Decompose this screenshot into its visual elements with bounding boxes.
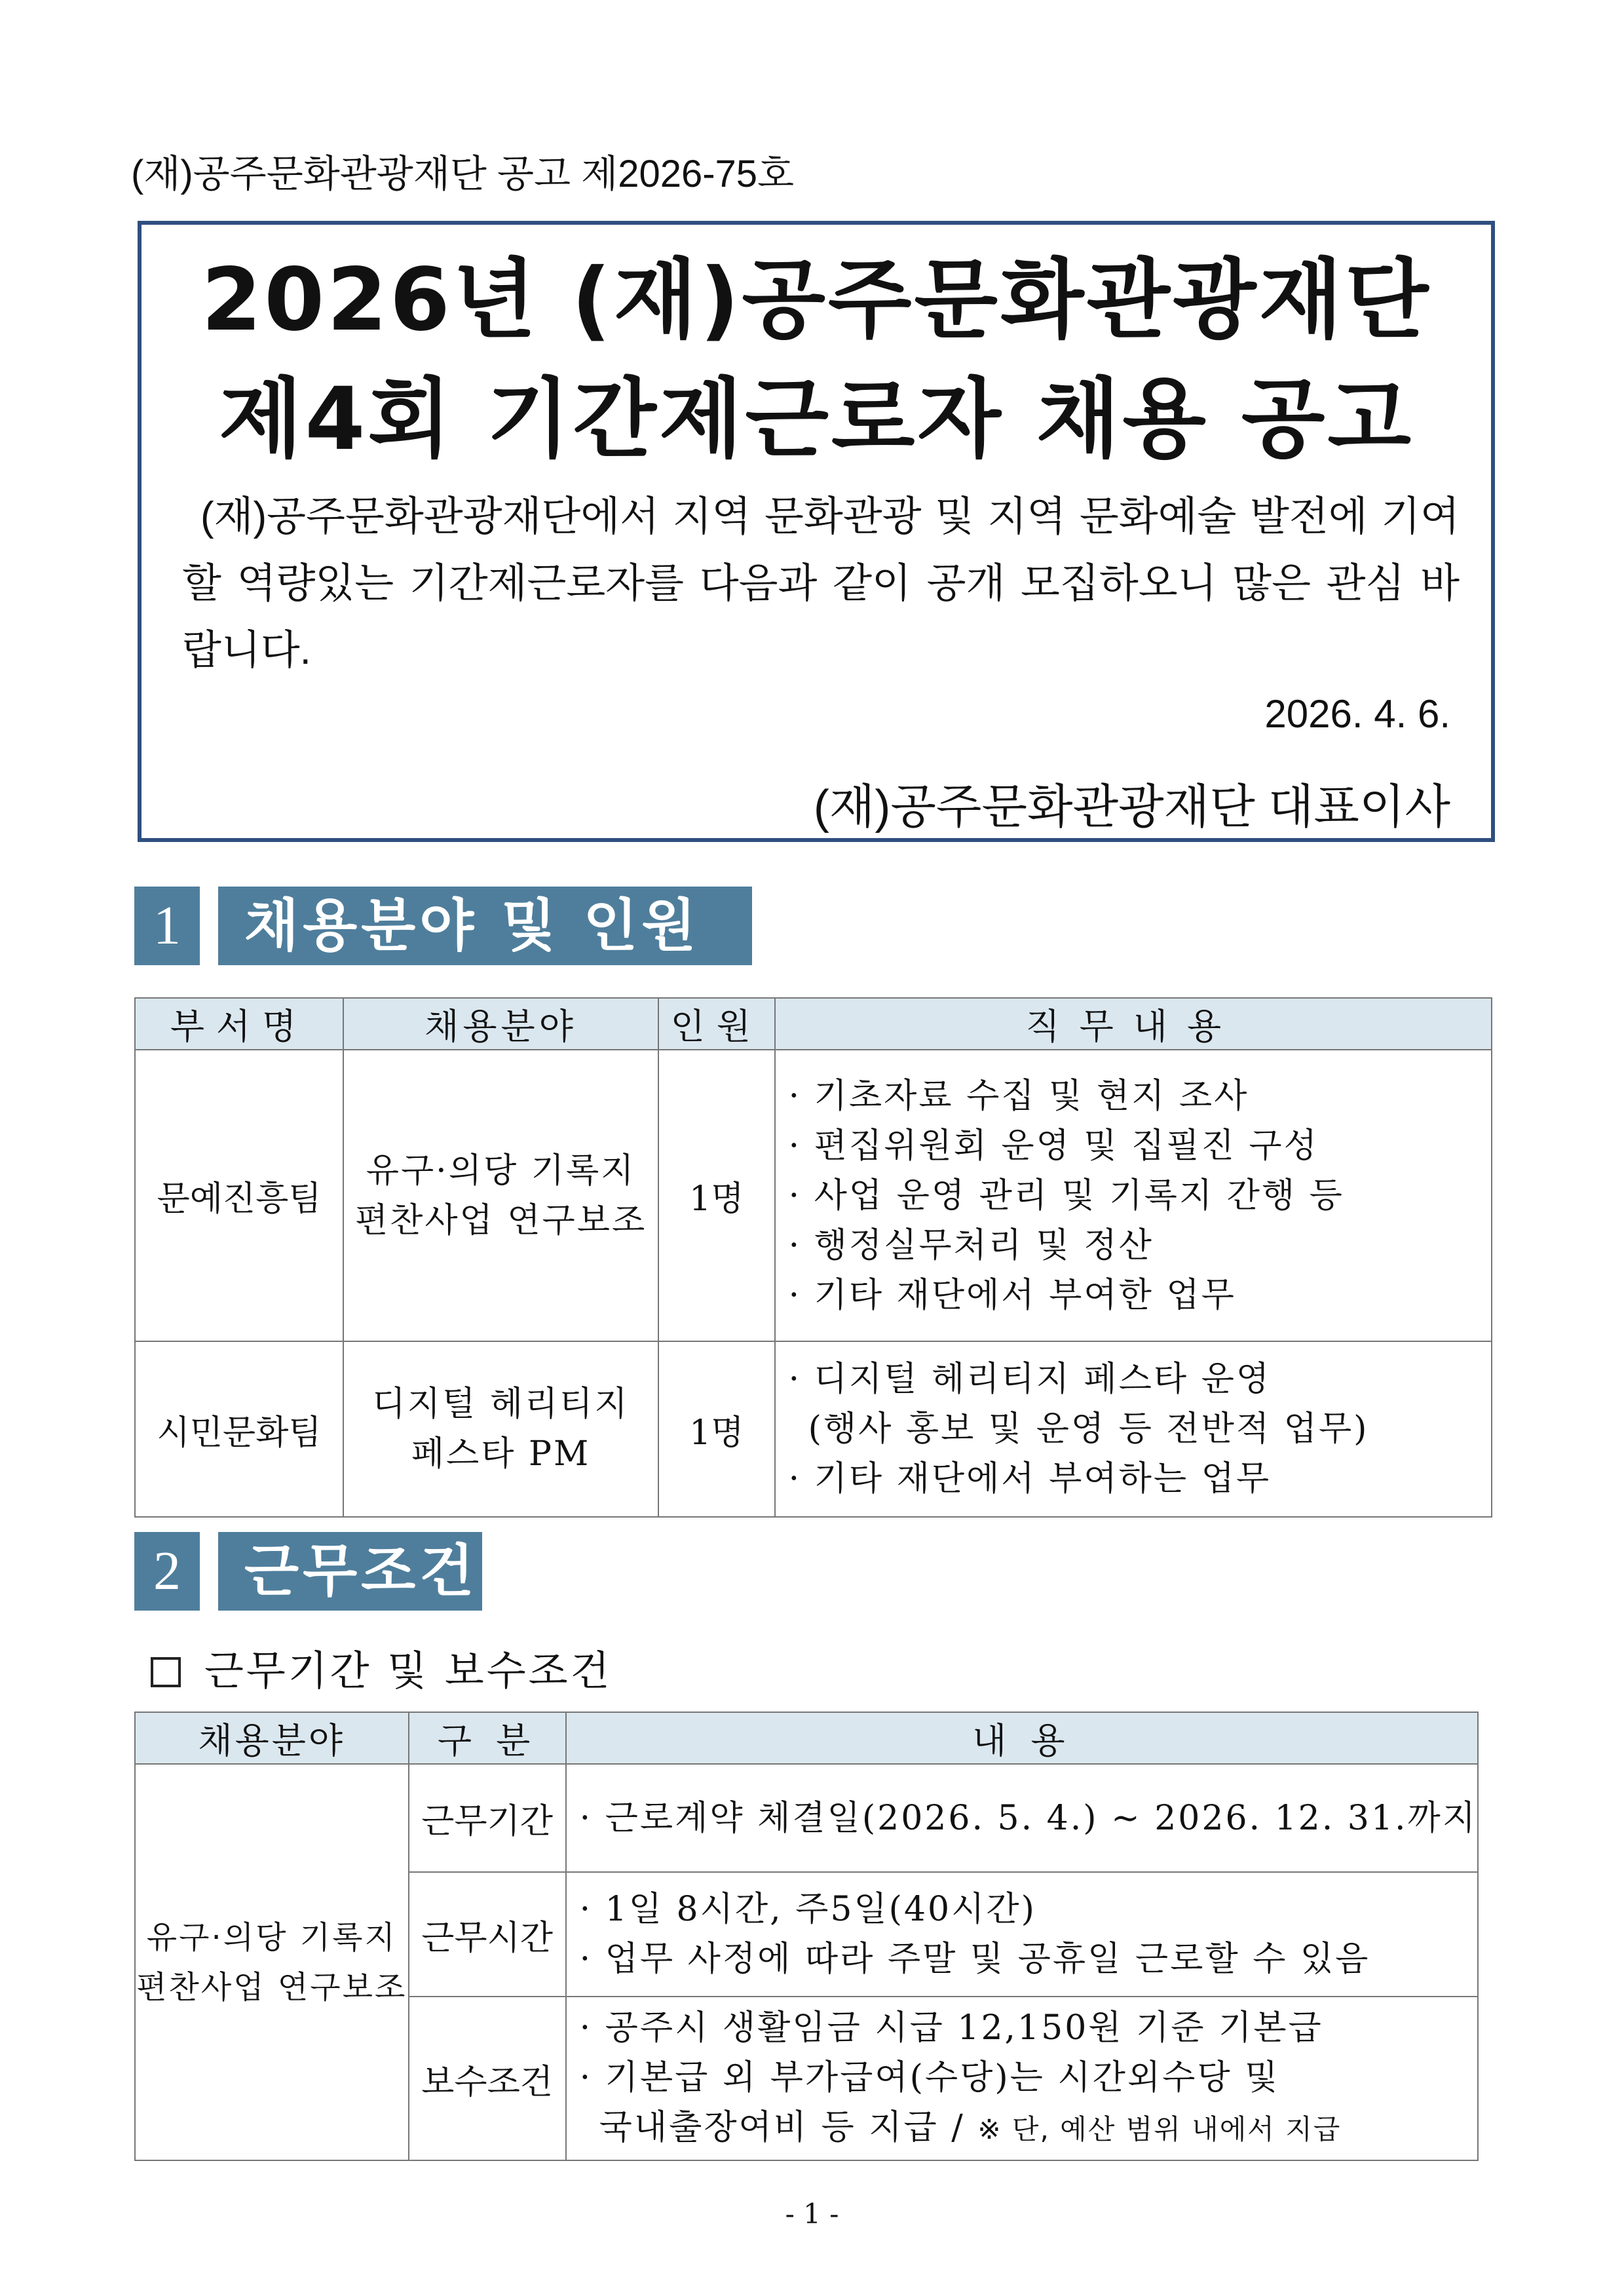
content-cell: [566, 1997, 1478, 2160]
header-content: 내 용: [566, 1712, 1478, 1764]
duty-item: · 기초자료 수집 및 현지 조사: [788, 1076, 1249, 1116]
content-cell: [566, 1764, 1478, 1872]
section2-number: 2: [134, 1532, 200, 1611]
field-line2: 편찬사업 연구보조: [354, 1200, 647, 1240]
section2-title: 근무조건: [218, 1532, 482, 1611]
content-line-text: 국내출장여비 등 지급 /: [599, 2107, 965, 2147]
table-header-row: [135, 1712, 1478, 1764]
department-cell: 문예진흥팀: [135, 1050, 343, 1341]
field-line1: 유구·의당 기록지: [146, 1919, 397, 1956]
category-cell: 근무기간: [409, 1764, 566, 1872]
main-title-line1: 2026년 (재)공주문화관광재단: [201, 250, 1431, 351]
count-cell: 1명: [658, 1050, 775, 1341]
content-line: · 근로계약 체결일(2026. 5. 4.) ~ 2026. 12. 31.까지: [579, 1798, 1477, 1838]
header-department: 부서명: [135, 998, 343, 1050]
intro-text: (재)공주문화관광재단에서 지역 문화관광 및 지역 문화예술 발전에 기여할 역량있는 기간제근로자를 다음과 같이 공개 모집하오니 많은 관심 바랍니다.: [182, 494, 1460, 673]
duty-item: · 기타 재단에서 부여하는 업무: [788, 1459, 1272, 1499]
table-row: [135, 1764, 1478, 1872]
field-line1: 디지털 헤리티지: [372, 1385, 630, 1424]
content-line: · 기본급 외 부가급여(수당)는 시간외수당 및: [579, 2057, 1280, 2097]
content-line: · 업무 사정에 따라 주말 및 공휴일 근로할 수 있음: [579, 1940, 1370, 1979]
notice-signer: (재)공주문화관광재단 대표이사: [813, 781, 1450, 833]
section1-title: 채용분야 및 인원: [218, 887, 752, 965]
duties-cell: [775, 1050, 1492, 1341]
duty-item: · 디지털 헤리티지 페스타 운영: [788, 1360, 1272, 1399]
recruitment-table: [134, 997, 1492, 1518]
field-line1: 유구·의당 기록지: [366, 1151, 636, 1191]
content-line: · 공주시 생활임금 시급 12,150원 기준 기본급: [579, 2008, 1323, 2048]
notice-number: (재)공주문화관광재단 공고 제2026-75호: [131, 153, 795, 195]
work-conditions-table: [134, 1712, 1479, 2161]
field-cell: [343, 1341, 658, 1517]
duty-item: · 기타 재단에서 부여한 업무: [788, 1275, 1236, 1315]
header-field: 채용분야: [135, 1712, 409, 1764]
field-cell: [343, 1050, 658, 1341]
content-line: · 1일 8시간, 주5일(40시간): [579, 1890, 1036, 1929]
content-cell: [566, 1872, 1478, 1997]
main-title-line2: 제4회 기간제근로자 채용 공고: [219, 369, 1414, 470]
header-field: 채용분야: [343, 998, 658, 1050]
table-row: [135, 1050, 1492, 1341]
page-number: - 1 -: [785, 2198, 839, 2230]
duty-item: (행사 홍보 및 운영 등 전반적 업무): [808, 1409, 1369, 1449]
intro-paragraph: [182, 484, 1460, 684]
count-cell: 1명: [658, 1341, 775, 1517]
budget-note: ※ 단, 예산 범위 내에서 지급: [977, 2113, 1342, 2145]
duty-item: · 행정실무처리 및 정산: [788, 1225, 1154, 1265]
category-cell: 보수조건: [409, 1997, 566, 2160]
duties-cell: [775, 1341, 1492, 1517]
checkbox-icon: [151, 1657, 181, 1687]
sub-heading: [151, 1638, 612, 1696]
field-cell: [135, 1764, 409, 2160]
duty-item: · 사업 운영 관리 및 기록지 간행 등: [788, 1176, 1344, 1215]
content-line: [580, 2103, 1477, 2154]
table-header-row: [135, 998, 1492, 1050]
title-box: [138, 221, 1495, 842]
sub-heading-text: 근무기간 및 보수조건: [204, 1647, 613, 1694]
duty-item: · 편집위원회 운영 및 집필진 구성: [788, 1126, 1319, 1166]
header-duties: 직무내용: [775, 998, 1492, 1050]
category-cell: 근무시간: [409, 1872, 566, 1997]
header-category: 구 분: [409, 1712, 566, 1764]
field-line2: 편찬사업 연구보조: [136, 1968, 407, 2006]
department-cell: 시민문화팀: [135, 1341, 343, 1517]
notice-date: 2026. 4. 6.: [1264, 692, 1450, 736]
table-row: [135, 1341, 1492, 1517]
header-count: 인원: [658, 998, 775, 1050]
section1-number: 1: [134, 887, 200, 965]
field-line2: 페스타 PM: [411, 1434, 591, 1474]
